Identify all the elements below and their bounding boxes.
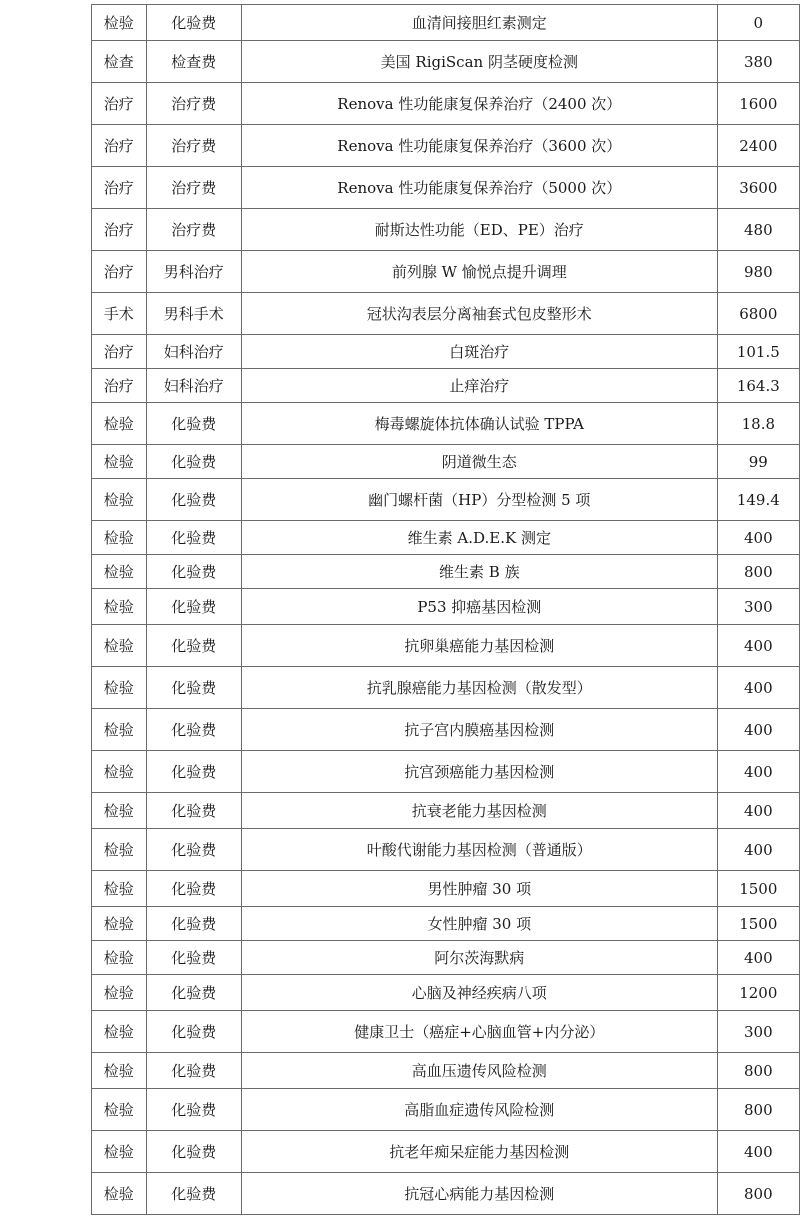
category-cell: 检验	[92, 5, 147, 41]
price-cell: 3600	[717, 167, 799, 209]
subcategory-cell: 化验费	[146, 555, 241, 589]
subcategory-cell: 化验费	[146, 589, 241, 625]
price-cell: 101.5	[717, 335, 799, 369]
item-name-cell: 心脑及神经疾病八项	[241, 975, 717, 1011]
item-name-cell: 血清间接胆红素测定	[241, 5, 717, 41]
item-name-cell: Renova 性功能康复保养治疗（2400 次）	[241, 83, 717, 125]
price-cell: 300	[717, 1011, 799, 1053]
subcategory-cell: 化验费	[146, 793, 241, 829]
category-cell: 检验	[92, 625, 147, 667]
table-row	[92, 125, 800, 167]
category-cell: 治疗	[92, 125, 147, 167]
price-cell: 400	[717, 667, 799, 709]
table-row	[92, 793, 800, 829]
price-cell: 800	[717, 1173, 799, 1215]
table-row	[92, 829, 800, 871]
item-name-cell: 耐斯达性功能（ED、PE）治疗	[241, 209, 717, 251]
item-name-cell: 抗卵巢癌能力基因检测	[241, 625, 717, 667]
category-cell: 检验	[92, 589, 147, 625]
subcategory-cell: 化验费	[146, 751, 241, 793]
price-cell: 400	[717, 941, 799, 975]
item-name-cell: 抗宫颈癌能力基因检测	[241, 751, 717, 793]
subcategory-cell: 化验费	[146, 479, 241, 521]
price-cell: 300	[717, 589, 799, 625]
item-name-cell: 抗乳腺癌能力基因检测（散发型）	[241, 667, 717, 709]
table-row	[92, 1131, 800, 1173]
table-row	[92, 251, 800, 293]
table-row	[92, 871, 800, 907]
price-cell: 400	[717, 709, 799, 751]
category-cell: 检验	[92, 555, 147, 589]
item-name-cell: Renova 性功能康复保养治疗（5000 次）	[241, 167, 717, 209]
price-cell: 480	[717, 209, 799, 251]
price-cell: 400	[717, 751, 799, 793]
table-row	[92, 83, 800, 125]
table-row	[92, 941, 800, 975]
price-cell: 800	[717, 1089, 799, 1131]
price-cell: 400	[717, 829, 799, 871]
price-cell: 99	[717, 445, 799, 479]
table-row	[92, 1089, 800, 1131]
table-row	[92, 709, 800, 751]
category-cell: 检验	[92, 1011, 147, 1053]
category-cell: 检验	[92, 479, 147, 521]
category-cell: 治疗	[92, 335, 147, 369]
table-row	[92, 41, 800, 83]
item-name-cell: 冠状沟表层分离袖套式包皮整形术	[241, 293, 717, 335]
item-name-cell: P53 抑癌基因检测	[241, 589, 717, 625]
table-body	[92, 5, 800, 1215]
table-row	[92, 479, 800, 521]
price-cell: 1600	[717, 83, 799, 125]
subcategory-cell: 化验费	[146, 1053, 241, 1089]
category-cell: 治疗	[92, 369, 147, 403]
table-row	[92, 403, 800, 445]
table-row	[92, 369, 800, 403]
subcategory-cell: 化验费	[146, 1089, 241, 1131]
subcategory-cell: 化验费	[146, 403, 241, 445]
price-cell: 1500	[717, 907, 799, 941]
table-row	[92, 975, 800, 1011]
item-name-cell: 高血压遗传风险检测	[241, 1053, 717, 1089]
subcategory-cell: 化验费	[146, 625, 241, 667]
category-cell: 治疗	[92, 167, 147, 209]
item-name-cell: 抗衰老能力基因检测	[241, 793, 717, 829]
item-name-cell: 健康卫士（癌症+心脑血管+内分泌）	[241, 1011, 717, 1053]
table-row	[92, 589, 800, 625]
category-cell: 检验	[92, 975, 147, 1011]
category-cell: 检验	[92, 941, 147, 975]
subcategory-cell: 妇科治疗	[146, 335, 241, 369]
category-cell: 治疗	[92, 209, 147, 251]
subcategory-cell: 治疗费	[146, 167, 241, 209]
category-cell: 检验	[92, 1053, 147, 1089]
subcategory-cell: 化验费	[146, 871, 241, 907]
item-name-cell: 前列腺 W 愉悦点提升调理	[241, 251, 717, 293]
category-cell: 检验	[92, 521, 147, 555]
subcategory-cell: 化验费	[146, 1173, 241, 1215]
table-row	[92, 5, 800, 41]
subcategory-cell: 化验费	[146, 975, 241, 1011]
subcategory-cell: 治疗费	[146, 83, 241, 125]
subcategory-cell: 化验费	[146, 521, 241, 555]
table-row	[92, 209, 800, 251]
subcategory-cell: 妇科治疗	[146, 369, 241, 403]
category-cell: 检验	[92, 793, 147, 829]
item-name-cell: 男性肿瘤 30 项	[241, 871, 717, 907]
table-row	[92, 667, 800, 709]
price-cell: 164.3	[717, 369, 799, 403]
subcategory-cell: 化验费	[146, 1131, 241, 1173]
item-name-cell: 阴道微生态	[241, 445, 717, 479]
price-cell: 1500	[717, 871, 799, 907]
item-name-cell: 维生素 A.D.E.K 测定	[241, 521, 717, 555]
category-cell: 检验	[92, 1131, 147, 1173]
price-cell: 18.8	[717, 403, 799, 445]
category-cell: 检验	[92, 1089, 147, 1131]
table-row	[92, 1053, 800, 1089]
price-cell: 6800	[717, 293, 799, 335]
item-name-cell: 叶酸代谢能力基因检测（普通版）	[241, 829, 717, 871]
table-row	[92, 555, 800, 589]
price-cell: 149.4	[717, 479, 799, 521]
category-cell: 检验	[92, 709, 147, 751]
item-name-cell: 女性肿瘤 30 项	[241, 907, 717, 941]
item-name-cell: 抗冠心病能力基因检测	[241, 1173, 717, 1215]
table-row	[92, 293, 800, 335]
item-name-cell: 幽门螺杆菌（HP）分型检测 5 项	[241, 479, 717, 521]
item-name-cell: 抗老年痴呆症能力基因检测	[241, 1131, 717, 1173]
category-cell: 治疗	[92, 251, 147, 293]
item-name-cell: 美国 RigiScan 阴茎硬度检测	[241, 41, 717, 83]
category-cell: 治疗	[92, 83, 147, 125]
category-cell: 检验	[92, 445, 147, 479]
category-cell: 检验	[92, 751, 147, 793]
price-cell: 0	[717, 5, 799, 41]
table-row	[92, 335, 800, 369]
subcategory-cell: 治疗费	[146, 125, 241, 167]
subcategory-cell: 男科手术	[146, 293, 241, 335]
item-name-cell: 维生素 B 族	[241, 555, 717, 589]
price-cell: 400	[717, 625, 799, 667]
subcategory-cell: 化验费	[146, 1011, 241, 1053]
category-cell: 检验	[92, 1173, 147, 1215]
table-row	[92, 521, 800, 555]
category-cell: 检验	[92, 403, 147, 445]
category-cell: 检验	[92, 907, 147, 941]
price-cell: 800	[717, 555, 799, 589]
table-row	[92, 625, 800, 667]
subcategory-cell: 化验费	[146, 667, 241, 709]
item-name-cell: 白斑治疗	[241, 335, 717, 369]
subcategory-cell: 化验费	[146, 829, 241, 871]
price-table	[91, 4, 800, 1215]
item-name-cell: 阿尔茨海默病	[241, 941, 717, 975]
item-name-cell: 止痒治疗	[241, 369, 717, 403]
subcategory-cell: 检查费	[146, 41, 241, 83]
item-name-cell: 高脂血症遗传风险检测	[241, 1089, 717, 1131]
category-cell: 检验	[92, 829, 147, 871]
subcategory-cell: 化验费	[146, 907, 241, 941]
price-cell: 380	[717, 41, 799, 83]
price-cell: 400	[717, 793, 799, 829]
price-cell: 980	[717, 251, 799, 293]
price-cell: 2400	[717, 125, 799, 167]
price-cell: 400	[717, 521, 799, 555]
price-cell: 400	[717, 1131, 799, 1173]
table-row	[92, 1011, 800, 1053]
table-row	[92, 1173, 800, 1215]
subcategory-cell: 化验费	[146, 709, 241, 751]
item-name-cell: 梅毒螺旋体抗体确认试验 TPPA	[241, 403, 717, 445]
category-cell: 检验	[92, 667, 147, 709]
table-row	[92, 907, 800, 941]
subcategory-cell: 男科治疗	[146, 251, 241, 293]
subcategory-cell: 治疗费	[146, 209, 241, 251]
category-cell: 手术	[92, 293, 147, 335]
category-cell: 检查	[92, 41, 147, 83]
price-cell: 800	[717, 1053, 799, 1089]
subcategory-cell: 化验费	[146, 5, 241, 41]
subcategory-cell: 化验费	[146, 941, 241, 975]
table-row	[92, 751, 800, 793]
item-name-cell: Renova 性功能康复保养治疗（3600 次）	[241, 125, 717, 167]
category-cell: 检验	[92, 871, 147, 907]
table-row	[92, 167, 800, 209]
subcategory-cell: 化验费	[146, 445, 241, 479]
price-cell: 1200	[717, 975, 799, 1011]
item-name-cell: 抗子宫内膜癌基因检测	[241, 709, 717, 751]
table-row	[92, 445, 800, 479]
